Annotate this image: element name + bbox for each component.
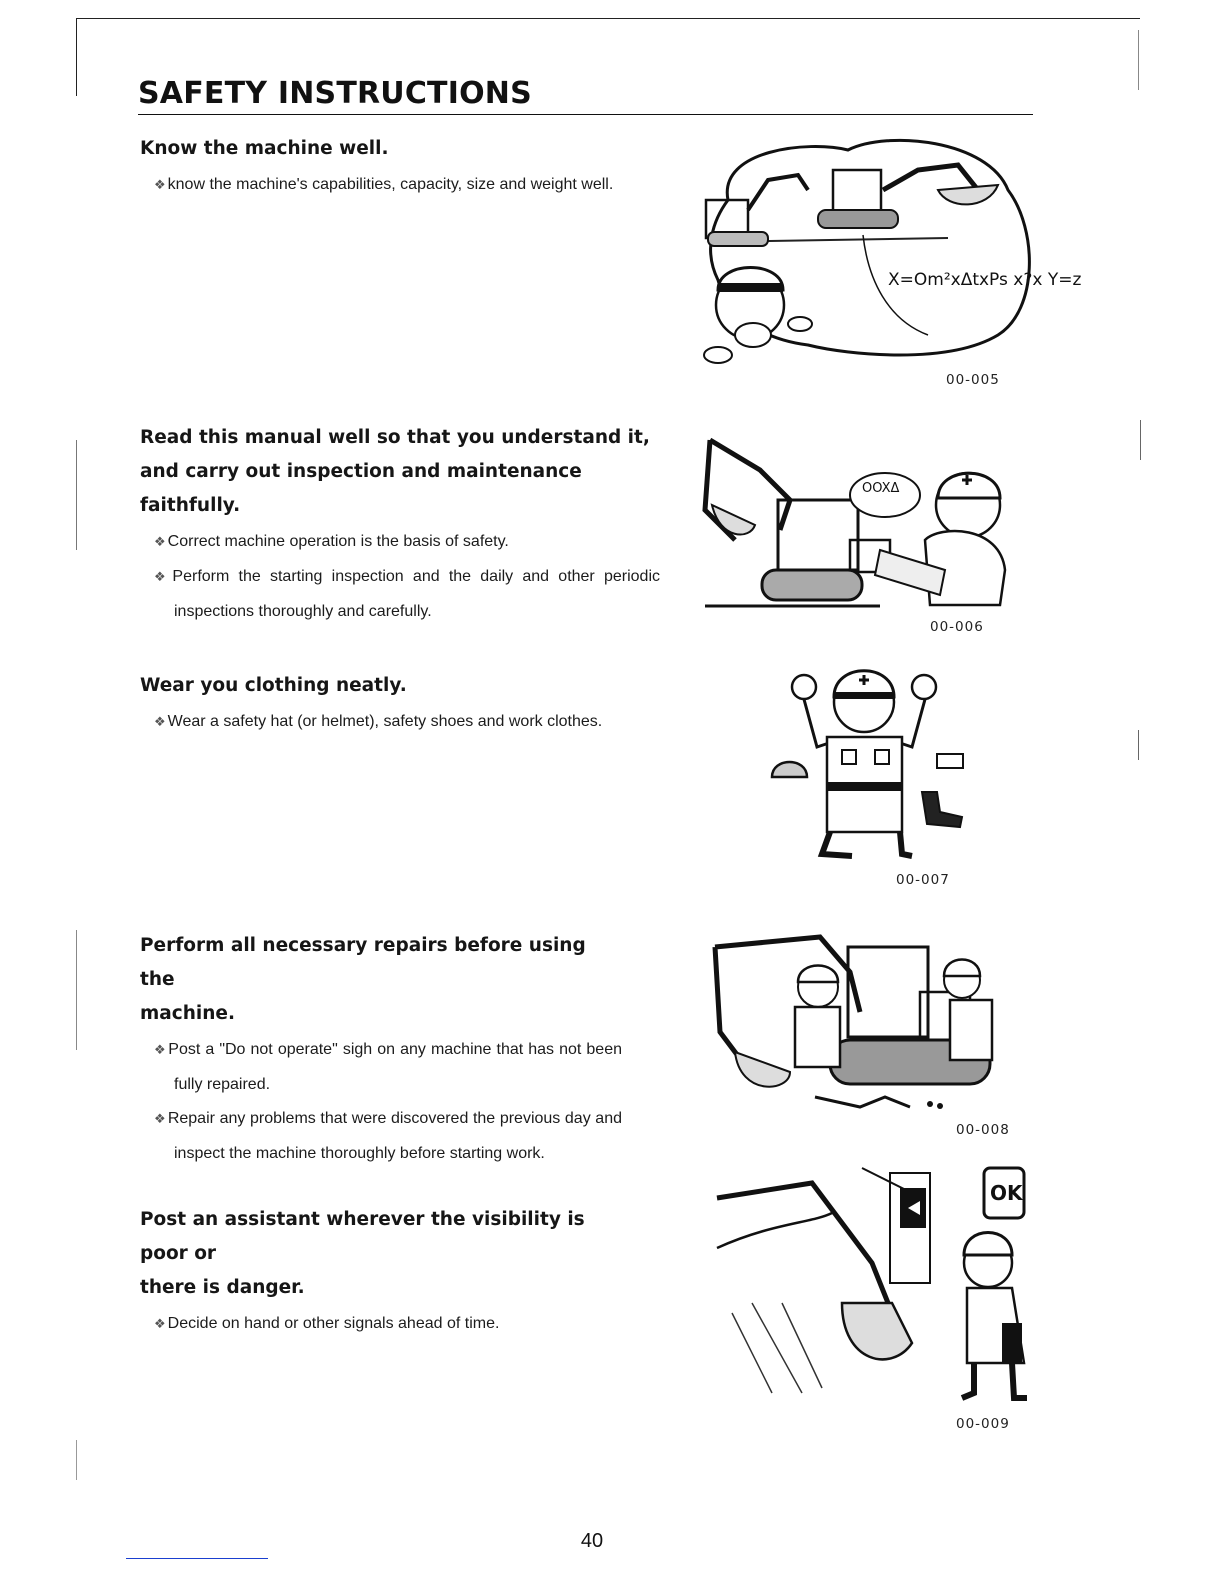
page-border-right (1138, 730, 1139, 760)
section-heading: Wear you clothing neatly. (140, 675, 407, 696)
page-title: SAFETY INSTRUCTIONS (138, 76, 532, 111)
diamond-bullet-icon: ❖ (154, 178, 166, 193)
diamond-bullet-icon: ❖ (154, 715, 166, 730)
page-border-right (1140, 420, 1141, 460)
illustration-know-machine (688, 130, 1082, 375)
bullet-list (140, 1033, 622, 1171)
page-number: 40 (580, 1530, 604, 1552)
bullet-list (140, 168, 650, 203)
page-border-left (76, 440, 77, 550)
list-item: ❖ know the machine's capabilities, capacity, size and weight well. (154, 176, 614, 193)
list-item: ❖ Wear a safety hat (or helmet), safety shoes and work clothes. (154, 713, 603, 730)
illustration-read-manual (700, 430, 1012, 610)
section-heading: Read this manual well so that you understand it, and carry out inspection and maintenance faithfully. (140, 427, 650, 516)
page-border-left (76, 18, 77, 96)
section-clothing (140, 669, 650, 740)
page-border-left (76, 1440, 77, 1480)
section-read-manual (140, 421, 660, 629)
figure-code: 00-007 (896, 872, 950, 888)
section-heading: Post an assistant wherever the visibility is poor or there is danger. (140, 1209, 585, 1298)
figure-code: 00-006 (930, 619, 984, 635)
diamond-bullet-icon: ❖ (154, 1043, 167, 1058)
page-border-right (1138, 30, 1139, 90)
list-item: ❖ Decide on hand or other signals ahead of time. (154, 1315, 500, 1332)
list-item: ❖ Correct machine operation is the basis of safety. (154, 533, 509, 550)
title-underline (138, 114, 1033, 115)
figure-code: 00-008 (956, 1122, 1010, 1138)
ok-sign-text: OK (990, 1181, 1023, 1205)
thought-text: OOXΔ (862, 481, 900, 496)
diamond-bullet-icon: ❖ (154, 535, 166, 550)
illustration-repairs (710, 932, 1030, 1132)
section-repairs (140, 929, 622, 1171)
diamond-bullet-icon: ❖ (154, 1317, 166, 1332)
formula-text: X=Om²xΔtxPs x?x Y=z (888, 270, 1082, 290)
illustration-clothing (762, 662, 972, 862)
bullet-list (140, 525, 660, 629)
list-item: ❖ Perform the starting inspection and the daily and other periodic inspections thoroughly and carefully. (154, 568, 661, 620)
page-border-top (76, 18, 1140, 19)
section-know-machine (140, 132, 650, 203)
figure-code: 00-009 (956, 1416, 1010, 1432)
section-assistant (140, 1203, 626, 1342)
bottom-rule (126, 1558, 268, 1559)
diamond-bullet-icon: ❖ (154, 570, 171, 585)
bullet-list (140, 1307, 626, 1342)
figure-code: 00-005 (946, 372, 1000, 388)
page-border-left (76, 930, 77, 1050)
section-heading: Perform all necessary repairs before using the machine. (140, 935, 586, 1024)
section-heading: Know the machine well. (140, 138, 389, 159)
diamond-bullet-icon: ❖ (154, 1112, 166, 1127)
bullet-list (140, 705, 650, 740)
list-item: ❖ Post a "Do not operate" sigh on any machine that has not been fully repaired. (154, 1041, 623, 1093)
list-item: ❖ Repair any problems that were discovered the previous day and inspect the machine thoroughly before starting work. (154, 1110, 622, 1162)
illustration-assistant (712, 1163, 1032, 1423)
